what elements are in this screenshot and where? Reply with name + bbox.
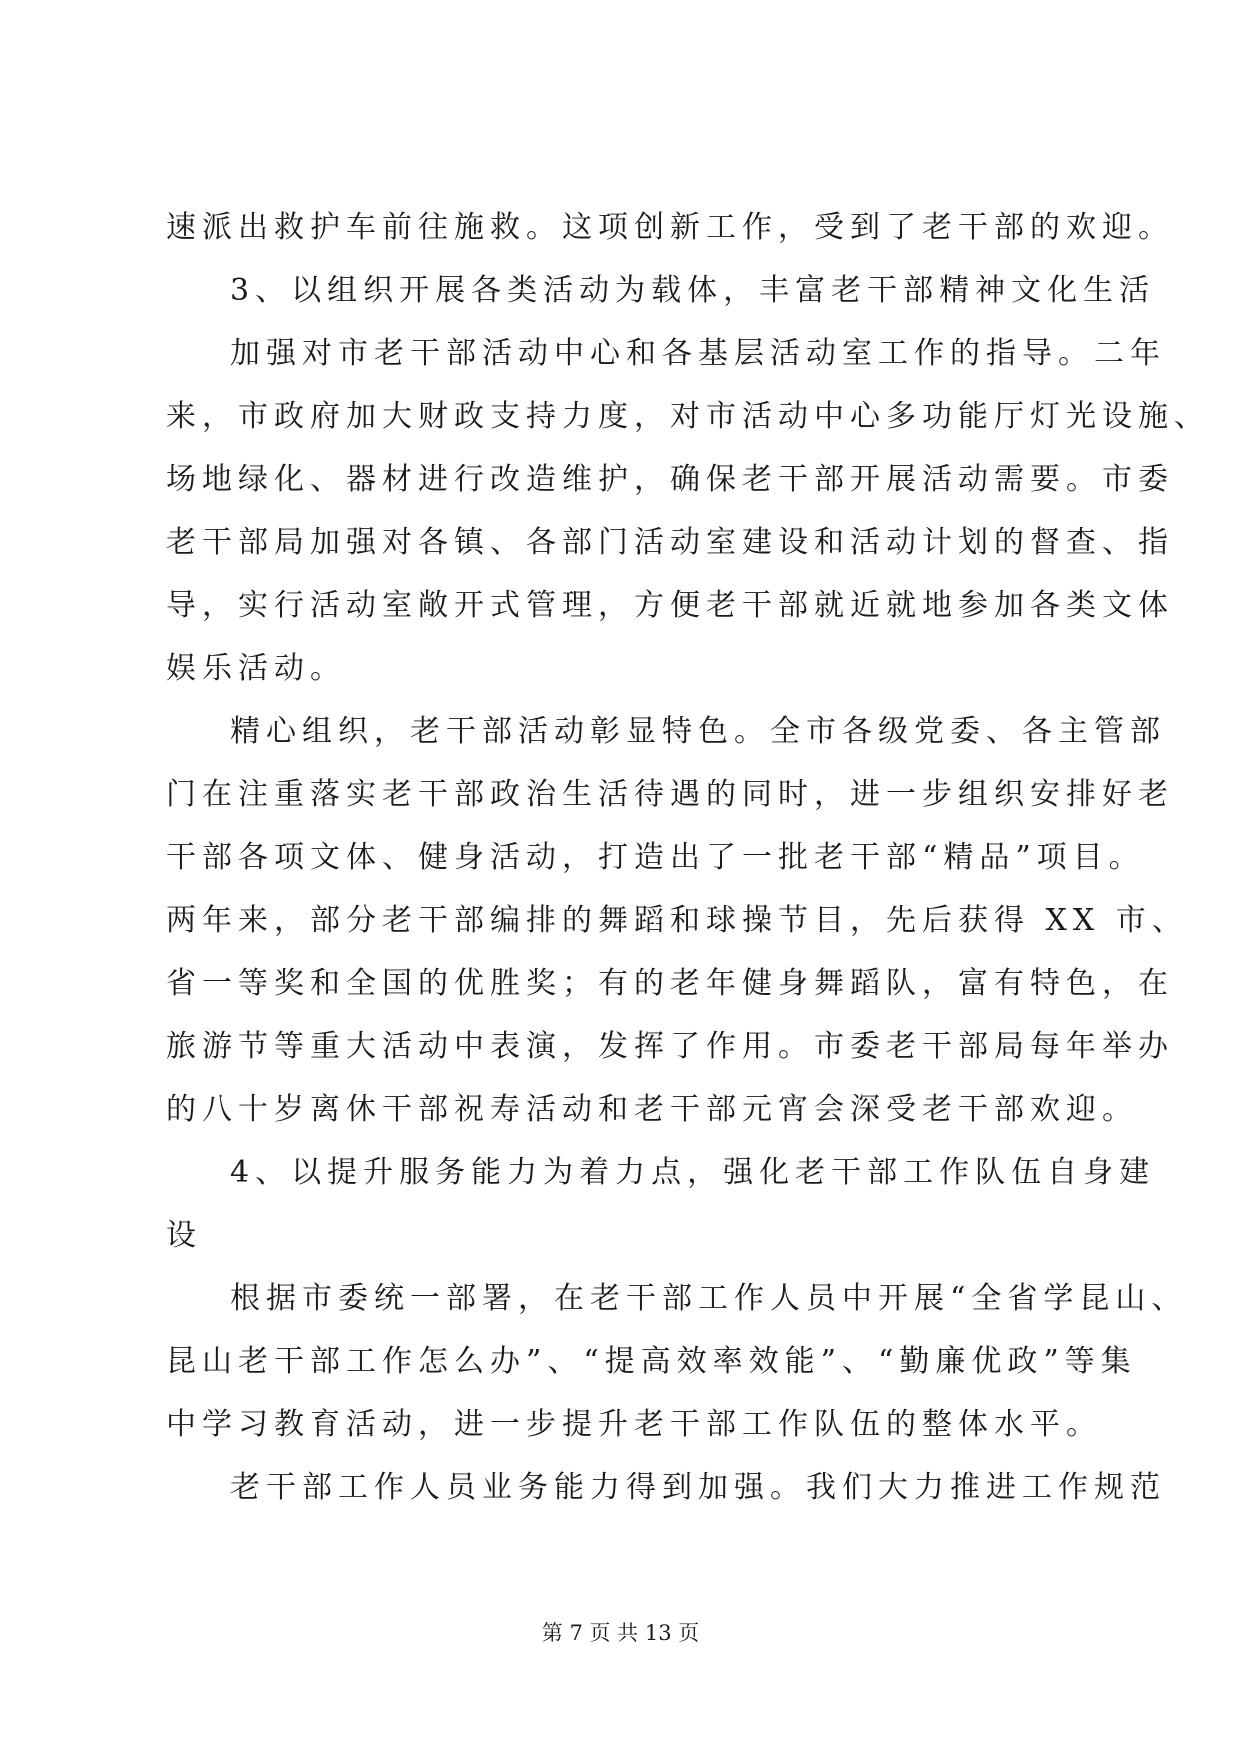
page-footer: 第 7 页 共 13 页 xyxy=(541,1621,700,1645)
text-line: 导，实行活动室敞开式管理，方便老干部就近就地参加各类文体 xyxy=(166,588,1174,623)
text-line: 老干部工作人员业务能力得到加强。我们大力推进工作规范 xyxy=(230,1470,1166,1505)
text-line: 昆山老干部工作怎么办”、“提高效率效能”、“勤廉优政”等集 xyxy=(166,1344,1137,1379)
text-line: 干部各项文体、健身活动，打造出了一批老干部“精品”项目。 xyxy=(166,840,1145,875)
text-line: 加强对市老干部活动中心和各基层活动室工作的指导。二年 xyxy=(230,336,1166,371)
text-line: 的八十岁离休干部祝寿活动和老干部元宵会深受老干部欢迎。 xyxy=(166,1092,1138,1127)
text-line: 场地绿化、器材进行改造维护，确保老干部开展活动需要。市委 xyxy=(166,462,1174,497)
text-line: 老干部局加强对各镇、各部门活动室建设和活动计划的督查、指 xyxy=(166,525,1174,560)
text-line: 省一等奖和全国的优胜奖；有的老年健身舞蹈队，富有特色，在 xyxy=(166,966,1174,1001)
text-line: 3、以组织开展各类活动为载体，丰富老干部精神文化生活 xyxy=(230,273,1156,308)
text-line: 4、以提升服务能力为着力点，强化老干部工作队伍自身建 xyxy=(230,1155,1156,1190)
text-line: 设 xyxy=(166,1218,202,1253)
text-line: 旅游节等重大活动中表演，发挥了作用。市委老干部局每年举办 xyxy=(166,1029,1174,1064)
text-line: 两年来，部分老干部编排的舞蹈和球操节目，先后获得 XX 市、 xyxy=(166,903,1188,938)
text-line: 速派出救护车前往施救。这项创新工作，受到了老干部的欢迎。 xyxy=(166,210,1174,245)
text-line: 来，市政府加大财政支持力度，对市活动中心多功能厅灯光设施、 xyxy=(166,399,1210,434)
text-line: 根据市委统一部署，在老干部工作人员中开展“全省学昆山、 xyxy=(230,1281,1188,1316)
text-line: 中学习教育活动，进一步提升老干部工作队伍的整体水平。 xyxy=(166,1407,1102,1442)
text-line: 娱乐活动。 xyxy=(166,651,346,686)
text-line: 门在注重落实老干部政治生活待遇的同时，进一步组织安排好老 xyxy=(166,777,1174,812)
body-text xyxy=(166,196,1210,1519)
text-line: 精心组织，老干部活动彰显特色。全市各级党委、各主管部 xyxy=(230,714,1166,749)
